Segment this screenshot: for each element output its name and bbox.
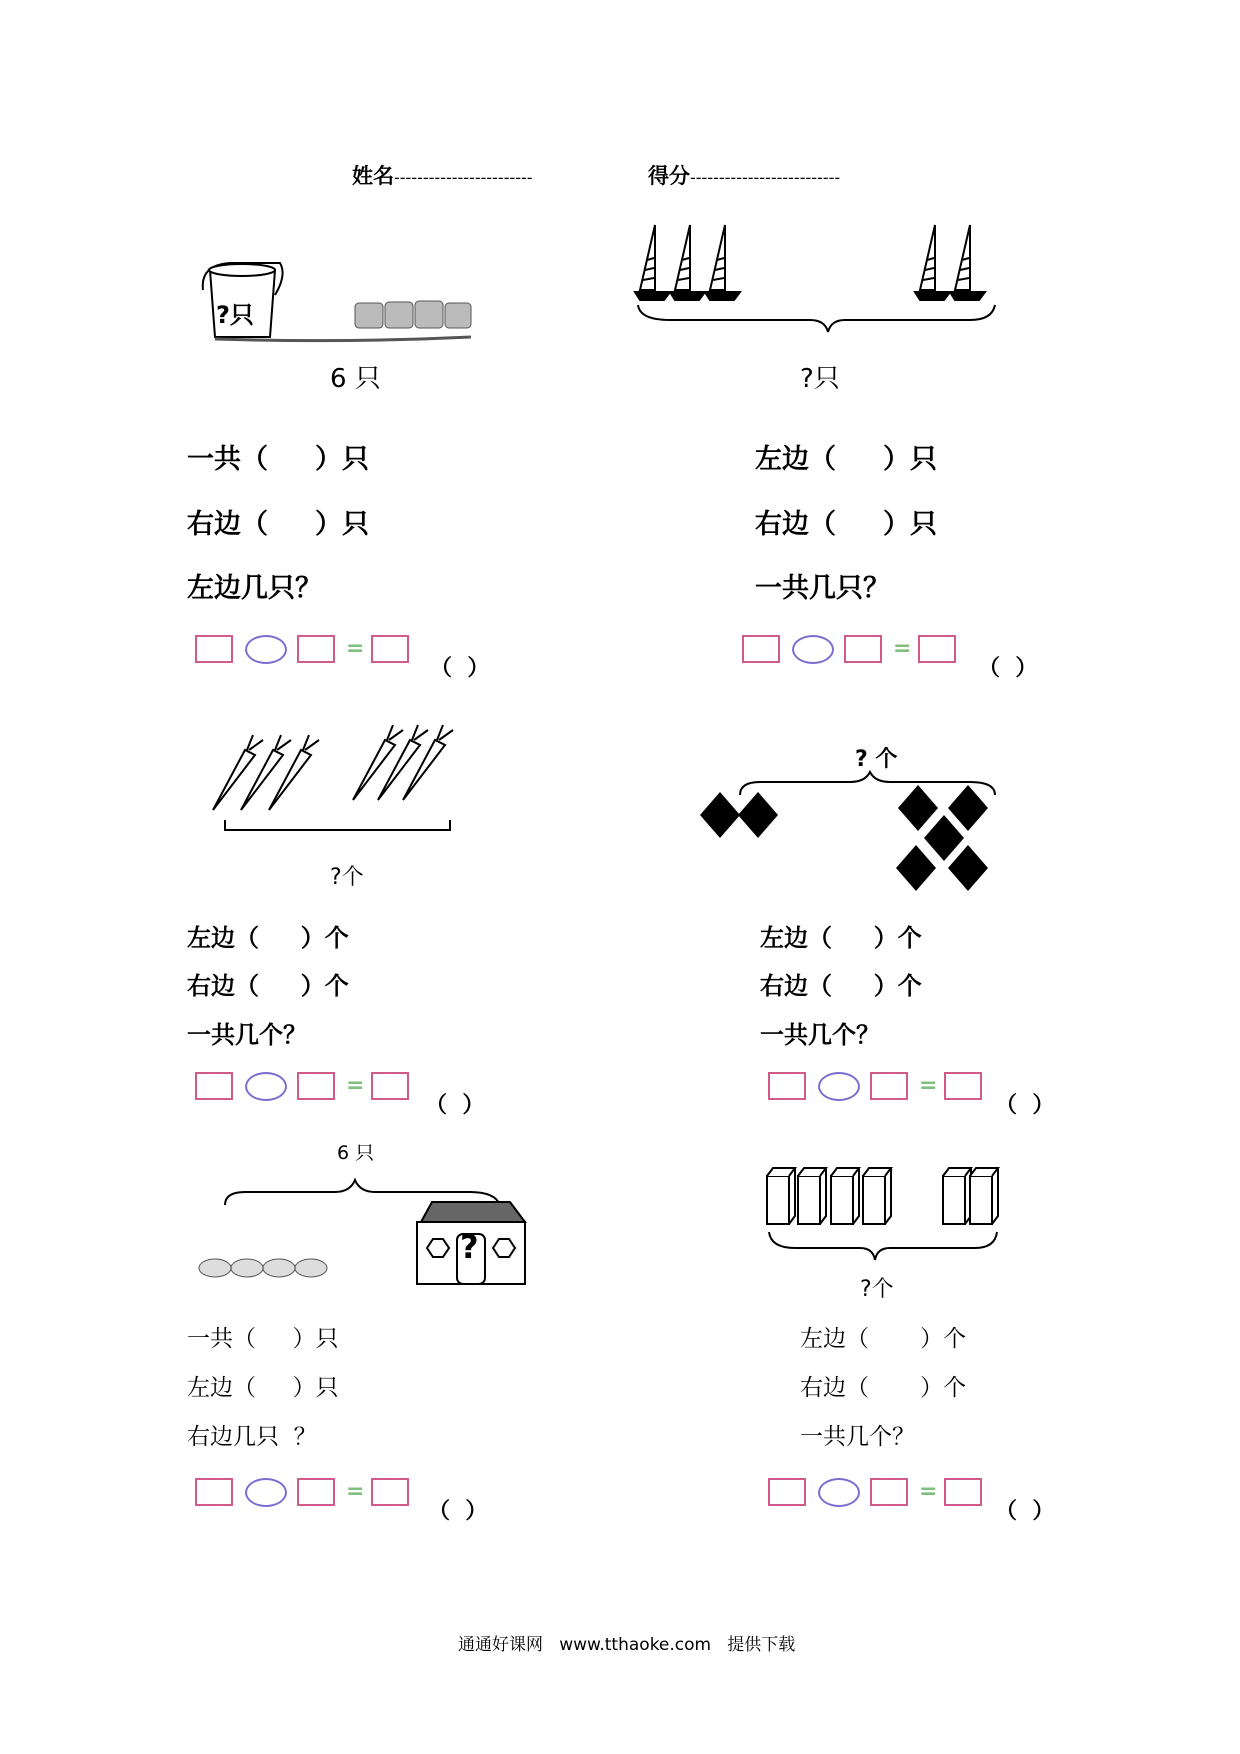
p2-line-3: 一共几只？ [755,573,890,604]
p1-line-3: 左边几只？ [187,573,322,604]
answer-box[interactable] [768,1478,806,1506]
p1-line-1: 一共（ ）只 [187,444,369,475]
operator-oval[interactable] [818,1478,860,1507]
p6-equation [768,1478,1008,1510]
equal-sign: = [346,636,365,661]
score-field [648,160,840,190]
answer-box[interactable] [195,1478,233,1506]
p4-equation [768,1072,1008,1104]
diamond-icon [896,845,936,891]
operator-oval[interactable] [245,635,287,664]
equal-sign: = [919,1073,938,1098]
p1-unit-paren[interactable]: （ ） [430,656,490,681]
answer-box[interactable] [870,1478,908,1506]
score-label: 得分 [648,164,690,188]
mice-house-illustration [195,1160,540,1295]
carrots-total-label: ?个 [330,865,364,890]
p6-line-1: 左边（ ）个 [800,1326,967,1352]
p6-line-2: 右边（ ）个 [800,1375,967,1401]
sailboat-icon [915,225,950,300]
answer-box[interactable] [195,635,233,663]
mice-icon [199,1259,327,1277]
sailboat-icon [705,225,740,300]
carrot-icon [213,735,263,810]
answer-box[interactable] [742,635,780,663]
p2-line-2: 右边（ ）只 [755,509,937,540]
answer-box[interactable] [297,635,335,663]
blocks-illustration [765,1160,1010,1280]
p3-line-3: 一共几个？ [187,1021,307,1049]
p6-unit-paren[interactable]: （ ） [995,1499,1055,1524]
answer-box[interactable] [944,1478,982,1506]
answer-box[interactable] [844,635,882,663]
block-icon [863,1168,891,1224]
name-blank[interactable]: ------------------------ [394,168,533,187]
diamond-icon [700,792,740,838]
total-label: 6 只 [330,364,381,394]
operator-oval[interactable] [818,1072,860,1101]
p4-line-2: 右边（ ）个 [760,972,922,1000]
bucket-label: ?只 [216,301,254,329]
p5-line-2: 左边（ ）只 [187,1375,339,1401]
sailboat-icon [670,225,705,300]
p3-equation [195,1072,435,1104]
answer-box[interactable] [297,1478,335,1506]
block-icon [943,1168,971,1224]
mice-total-label: 6 只 [337,1142,375,1164]
block-icon [767,1168,795,1224]
p2-equation [742,635,982,667]
p1-equation [195,635,435,667]
block-icon [798,1168,826,1224]
equal-sign: = [346,1479,365,1504]
equal-sign: = [346,1073,365,1098]
brace-line [740,772,995,795]
p5-line-3: 右边几只 ？ [187,1424,317,1450]
name-label: 姓名 [352,164,394,188]
score-blank[interactable]: -------------------------- [690,168,841,187]
operator-oval[interactable] [792,635,834,664]
p4-line-3: 一共几个？ [760,1021,880,1049]
p2-unit-paren[interactable]: （ ） [978,656,1038,681]
answer-box[interactable] [371,1072,409,1100]
name-field [352,160,533,190]
equal-sign: = [919,1479,938,1504]
block-icon [831,1168,859,1224]
p5-unit-paren[interactable]: （ ） [428,1499,488,1524]
p3-line-2: 右边（ ）个 [187,972,349,1000]
answer-box[interactable] [944,1072,982,1100]
carrot-icon [403,725,453,800]
brace-line [769,1232,997,1260]
sailboat-icon [950,225,985,300]
boats-total-label: ?只 [800,364,840,394]
operator-oval[interactable] [245,1478,287,1507]
diamond-icon [948,845,988,891]
p1-line-2: 右边（ ）只 [187,509,369,540]
blocks-total-label: ?个 [860,1277,894,1302]
p5-line-1: 一共（ ）只 [187,1326,339,1352]
answer-box[interactable] [768,1072,806,1100]
footer-credit: 通通好课网 www.tthaoke.com 提供下载 [458,1635,796,1655]
block-icon [970,1168,998,1224]
p6-line-3: 一共几个？ [800,1424,915,1450]
carrots-illustration [205,725,475,840]
bracket-line [225,820,450,830]
brace-line [638,305,995,332]
diamonds-total-label: ? 个 [855,747,898,772]
equal-sign: = [893,636,912,661]
diamond-icon [738,792,778,838]
carrot-icon [353,725,403,800]
house-question-mark: ? [460,1228,479,1266]
p3-line-1: 左边（ ）个 [187,924,349,952]
p5-equation [195,1478,435,1510]
sailboat-icon [635,225,670,300]
sailboats-illustration [630,220,1010,335]
p3-unit-paren[interactable]: （ ） [425,1093,485,1118]
diamond-icon [948,785,988,831]
diamond-icon [924,815,964,861]
answer-box[interactable] [195,1072,233,1100]
answer-box[interactable] [371,635,409,663]
answer-box[interactable] [918,635,956,663]
diamonds-illustration [700,770,1010,900]
p4-line-1: 左边（ ）个 [760,924,922,952]
carrot-icon [378,725,428,800]
rabbits-icon [355,301,471,328]
p4-unit-paren[interactable]: （ ） [995,1093,1055,1118]
diamond-icon [898,785,938,831]
answer-box[interactable] [297,1072,335,1100]
answer-box[interactable] [371,1478,409,1506]
p2-line-1: 左边（ ）只 [755,444,937,475]
answer-box[interactable] [870,1072,908,1100]
operator-oval[interactable] [245,1072,287,1101]
